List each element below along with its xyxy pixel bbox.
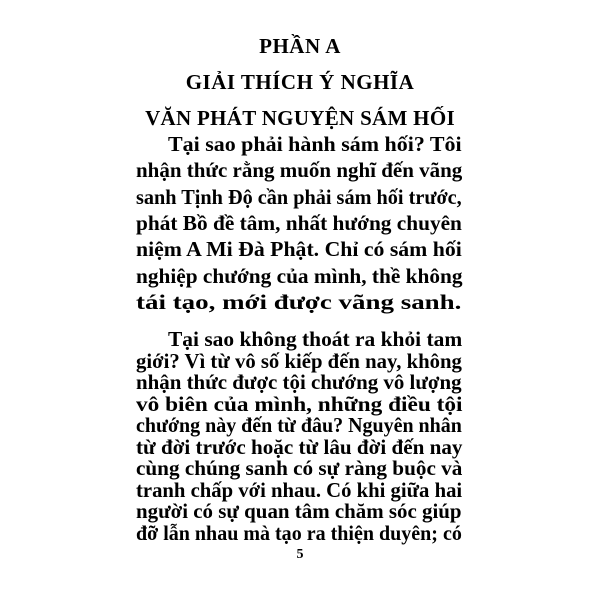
text-line: tái tạo, mới được vãng sanh. [136, 290, 462, 314]
text-line: Tại sao phải hành sám hối? Tôi [168, 132, 462, 156]
text-line: niệm A Mi Đà Phật. Chỉ có sám hối [136, 237, 462, 261]
text-line: vô biên của mình, những điều tội [136, 392, 463, 416]
text-line: chướng này đến từ đâu? Nguyên nhân [136, 413, 462, 437]
text-line: giới? Vì từ vô số kiếp đến nay, không [136, 349, 462, 373]
text-line: phát Bồ đề tâm, nhất hướng chuyên [136, 211, 462, 235]
page-number: 5 [296, 547, 304, 562]
text-line: từ đời trước hoặc từ lâu đời đến nay [136, 435, 463, 459]
text-line: cùng chúng sanh có sự ràng buộc và [136, 456, 463, 480]
text-line: Tại sao không thoát ra khỏi tam [168, 327, 463, 351]
text-line: đỡ lẫn nhau mà tạo ra thiện duyên; có [136, 521, 462, 545]
text-line: tranh chấp với nhau. Có khi giữa hai [136, 478, 463, 502]
text-line: sanh Tịnh Độ cần phải sám hối trước, [136, 185, 462, 209]
text-line: nghiệp chướng của mình, thề không [136, 264, 463, 288]
title-line-1: GIẢI THÍCH Ý NGHĨA [185, 70, 415, 94]
part-heading: PHẦN A [259, 34, 341, 58]
text-line: nhận thức được tội chướng vô lượng [136, 370, 462, 394]
title-line-2: VĂN PHÁT NGUYỆN SÁM HỐI [145, 106, 455, 130]
text-line: người có sự quan tâm chăm sóc giúp [136, 499, 462, 523]
text-line: nhận thức rằng muốn nghĩ đến vãng [136, 158, 463, 182]
